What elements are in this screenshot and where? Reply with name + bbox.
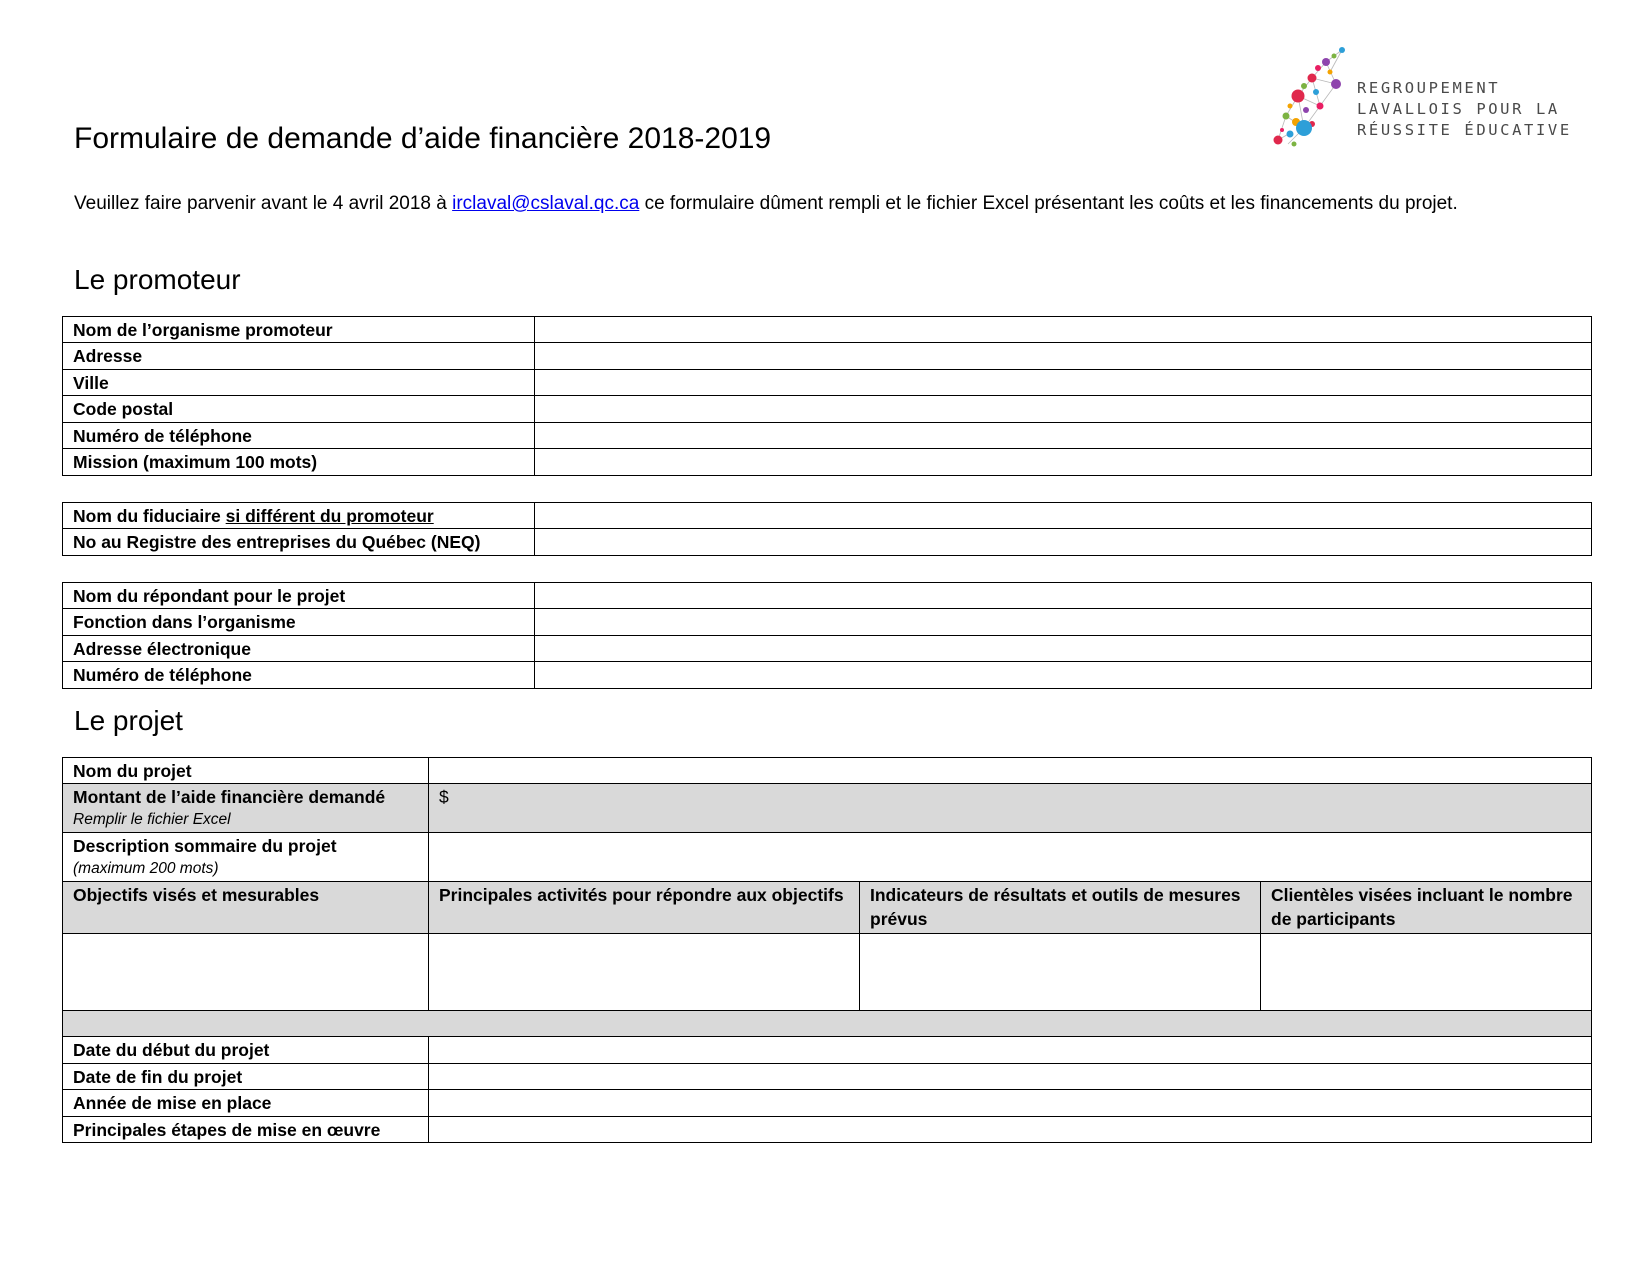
neq-field[interactable] bbox=[535, 529, 1592, 556]
table-row bbox=[63, 662, 1592, 689]
description-label: Description sommaire du projet bbox=[73, 836, 337, 856]
fiduciaire-label: Nom du fiduciaire bbox=[73, 506, 226, 526]
table-row bbox=[63, 882, 1592, 934]
clienteles-field[interactable] bbox=[1261, 934, 1592, 1011]
fiduciaire-condition: si différent du promoteur bbox=[225, 506, 434, 526]
etapes-field[interactable] bbox=[429, 1117, 1592, 1143]
table-row bbox=[63, 449, 1592, 476]
montant-note: Remplir le fichier Excel bbox=[73, 811, 231, 828]
table-row bbox=[63, 758, 1592, 784]
table-row bbox=[63, 423, 1592, 449]
page-title: Formulaire de demande d’aide financière 2018-2019 bbox=[74, 122, 772, 155]
section-heading-projet: Le projet bbox=[74, 705, 183, 736]
table-row bbox=[63, 1037, 1592, 1064]
field-label: Ville bbox=[63, 370, 535, 396]
montant-field[interactable]: $ bbox=[429, 784, 1592, 833]
date-fin-field[interactable] bbox=[429, 1064, 1592, 1090]
promoteur-info-table bbox=[62, 316, 1592, 476]
intro-paragraph bbox=[74, 190, 1580, 218]
field-label bbox=[63, 833, 429, 882]
description-note: (maximum 200 mots) bbox=[73, 860, 219, 877]
adresse-field[interactable] bbox=[535, 343, 1592, 370]
email-link[interactable]: irclaval@cslaval.qc.ca bbox=[452, 193, 640, 214]
network-dots-logo-icon bbox=[1268, 44, 1358, 160]
table-row bbox=[63, 1064, 1592, 1090]
mission-field[interactable] bbox=[535, 449, 1592, 476]
logo-line-1: REGROUPEMENT bbox=[1357, 79, 1501, 97]
activites-field[interactable] bbox=[429, 934, 860, 1011]
column-header-activites: Principales activités pour répondre aux objectifs bbox=[429, 882, 860, 934]
montant-label: Montant de l’aide financière demandé bbox=[73, 787, 386, 807]
ville-field[interactable] bbox=[535, 370, 1592, 396]
field-label: Année de mise en place bbox=[63, 1090, 429, 1117]
projet-table bbox=[62, 757, 1592, 1143]
column-header-clienteles: Clientèles visées incluant le nombre de participants bbox=[1261, 882, 1592, 934]
logo-line-2: LAVALLOIS POUR LA bbox=[1357, 100, 1560, 118]
field-label: Date du début du projet bbox=[63, 1037, 429, 1064]
code-postal-field[interactable] bbox=[535, 396, 1592, 423]
objectifs-field[interactable] bbox=[63, 934, 429, 1011]
field-label: Mission (maximum 100 mots) bbox=[63, 449, 535, 476]
field-label bbox=[63, 784, 429, 833]
date-debut-field[interactable] bbox=[429, 1037, 1592, 1064]
table-row bbox=[63, 1117, 1592, 1143]
table-row bbox=[63, 609, 1592, 636]
fiduciaire-field[interactable] bbox=[535, 503, 1592, 529]
telephone-field[interactable] bbox=[535, 423, 1592, 449]
field-label: Adresse bbox=[63, 343, 535, 370]
annee-mise-en-place-field[interactable] bbox=[429, 1090, 1592, 1117]
field-label: Numéro de téléphone bbox=[63, 662, 535, 689]
table-row bbox=[63, 784, 1592, 833]
table-row bbox=[63, 1011, 1592, 1037]
fonction-field[interactable] bbox=[535, 609, 1592, 636]
field-label: Fonction dans l’organisme bbox=[63, 609, 535, 636]
nom-projet-field[interactable] bbox=[429, 758, 1592, 784]
description-field[interactable] bbox=[429, 833, 1592, 882]
field-label: No au Registre des entreprises du Québec (NEQ) bbox=[63, 529, 535, 556]
field-label: Numéro de téléphone bbox=[63, 423, 535, 449]
table-row bbox=[63, 529, 1592, 556]
table-row bbox=[63, 636, 1592, 662]
field-label: Nom de l’organisme promoteur bbox=[63, 317, 535, 343]
column-header-indicateurs: Indicateurs de résultats et outils de mesures prévus bbox=[860, 882, 1261, 934]
field-label: Nom du projet bbox=[63, 758, 429, 784]
table-row bbox=[63, 317, 1592, 343]
field-label: Adresse électronique bbox=[63, 636, 535, 662]
separator-row bbox=[63, 1011, 1592, 1037]
repondant-field[interactable] bbox=[535, 583, 1592, 609]
table-row bbox=[63, 343, 1592, 370]
table-row bbox=[63, 370, 1592, 396]
logo bbox=[1268, 44, 1572, 160]
table-row bbox=[63, 934, 1592, 1011]
table-row bbox=[63, 396, 1592, 423]
field-label: Date de fin du projet bbox=[63, 1064, 429, 1090]
logo-wordmark bbox=[1357, 78, 1572, 141]
table-row bbox=[63, 583, 1592, 609]
intro-text-after: ce formulaire dûment rempli et le fichier Excel présentant les coûts et les financements du projet. bbox=[639, 193, 1458, 214]
organisme-field[interactable] bbox=[535, 317, 1592, 343]
field-label bbox=[63, 503, 535, 529]
field-label: Code postal bbox=[63, 396, 535, 423]
column-header-objectifs: Objectifs visés et mesurables bbox=[63, 882, 429, 934]
section-heading-promoteur: Le promoteur bbox=[74, 264, 241, 295]
repondant-telephone-field[interactable] bbox=[535, 662, 1592, 689]
fiduciaire-table bbox=[62, 502, 1592, 556]
table-row bbox=[63, 1090, 1592, 1117]
repondant-table bbox=[62, 582, 1592, 689]
logo-line-3: RÉUSSITE ÉDUCATIVE bbox=[1357, 121, 1572, 139]
intro-text-before: Veuillez faire parvenir avant le 4 avril 2018 à bbox=[74, 193, 453, 214]
table-row bbox=[63, 833, 1592, 882]
courriel-field[interactable] bbox=[535, 636, 1592, 662]
indicateurs-field[interactable] bbox=[860, 934, 1261, 1011]
table-row bbox=[63, 503, 1592, 529]
field-label: Principales étapes de mise en œuvre bbox=[63, 1117, 429, 1143]
field-label: Nom du répondant pour le projet bbox=[63, 583, 535, 609]
